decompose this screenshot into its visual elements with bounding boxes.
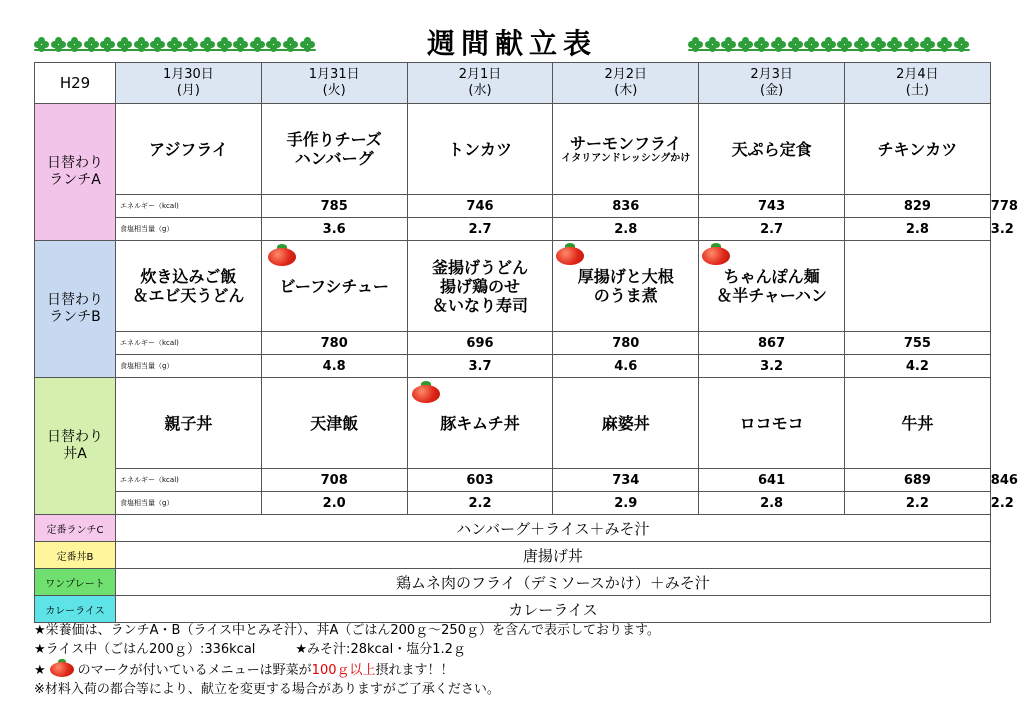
note-miso: ★みそ汁:28kcal・塩分1.2ｇ — [295, 641, 466, 657]
don-a-dish-row — [35, 378, 991, 469]
clover-icon — [821, 37, 836, 52]
day-weekday: (火) — [322, 83, 346, 98]
day-header — [553, 63, 699, 104]
note-line: ★栄養価は、ランチA・B（ライス中とみそ汁）、丼A（ごはん200ｇ～250ｇ）を含んで表示しております。 — [34, 623, 660, 638]
day-weekday: (水) — [468, 83, 492, 98]
salt-label: 食塩相当量（g） — [116, 218, 262, 241]
dish-name: 釜揚げうどん — [431, 257, 528, 277]
fixed-menu-value: カレーライス — [116, 596, 991, 623]
energy-value: 746 — [407, 195, 553, 218]
dish-name: ロコモコ — [739, 413, 804, 433]
dish-cell — [699, 104, 845, 195]
dish-name: ちゃんぽん麺 — [723, 267, 820, 286]
tomato-icon — [556, 243, 584, 265]
energy-label: エネルギー（kcal) — [116, 332, 262, 355]
energy-value: 708 — [261, 469, 407, 492]
page-title: 週間献立表 — [426, 27, 597, 60]
energy-value: 836 — [553, 195, 699, 218]
salt-value: 4.8 — [261, 355, 407, 378]
clover-icon — [771, 37, 786, 52]
dish-cell — [553, 104, 699, 195]
energy-value: 603 — [407, 469, 553, 492]
clover-icon — [300, 37, 315, 52]
dish-name: ハンバーグ — [294, 149, 374, 168]
clover-icon — [51, 37, 66, 52]
fixed-menu-label: 定番丼B — [35, 542, 116, 569]
footnotes — [34, 622, 994, 699]
fixed-menu-value: ハンバーグ＋ライス＋みそ汁 — [116, 515, 991, 542]
energy-value: 785 — [261, 195, 407, 218]
dish-cell — [407, 104, 553, 195]
note-line: ※材料入荷の都合等により、献立を変更する場合がありますがご了承ください。 — [34, 681, 500, 697]
day-weekday: (月) — [176, 83, 200, 98]
menu-table — [34, 62, 1018, 623]
dish-name: 手作りチーズ — [286, 130, 382, 149]
salt-value: 2.2 — [844, 492, 990, 515]
day-weekday: (土) — [905, 83, 929, 98]
day-date: 2月3日 — [750, 67, 793, 82]
clover-border-right — [688, 34, 970, 54]
dish-cell — [261, 241, 407, 332]
title-row — [0, 0, 1024, 62]
dish-cell — [699, 241, 845, 332]
dish-name: 天津飯 — [310, 413, 359, 433]
section-label-don-a — [35, 378, 116, 515]
dish-name: 天ぷら定食 — [731, 139, 812, 159]
clover-icon — [788, 37, 803, 52]
energy-label: エネルギー（kcal) — [116, 469, 262, 492]
note-rice: ★ライス中（ごはん200ｇ）:336kcal — [34, 641, 256, 657]
dish-name: のうま煮 — [593, 286, 658, 305]
salt-label: 食塩相当量（g） — [116, 355, 262, 378]
dish-cell — [116, 378, 262, 469]
energy-value: 743 — [699, 195, 845, 218]
dish-name: 炊き込みご飯 — [140, 267, 237, 286]
clover-icon — [100, 37, 115, 52]
clover-icon — [183, 37, 198, 52]
day-date: 1月30日 — [162, 67, 214, 82]
dish-name: 豚キムチ丼 — [440, 413, 520, 433]
salt-value: 3.2 — [699, 355, 845, 378]
energy-value: 689 — [844, 469, 990, 492]
dish-cell — [844, 378, 990, 469]
section-label-line: ランチA — [49, 172, 101, 188]
note-star: ★ — [34, 663, 46, 678]
energy-value: 755 — [844, 332, 990, 355]
dish-name: 親子丼 — [164, 413, 213, 433]
day-header — [407, 63, 553, 104]
salt-value: 2.8 — [844, 218, 990, 241]
dish-cell — [261, 378, 407, 469]
section-label-lunch-a — [35, 104, 116, 241]
fixed-menu-value: 鶏ムネ肉のフライ（デミソースかけ）＋みそ汁 — [116, 569, 991, 596]
energy-value: 867 — [699, 332, 845, 355]
fixed-menu-label: カレーライス — [35, 596, 116, 623]
day-header — [699, 63, 845, 104]
clover-icon — [67, 37, 82, 52]
clover-icon — [754, 37, 769, 52]
clover-icon — [217, 37, 232, 52]
clover-icon — [688, 37, 703, 52]
dish-cell — [407, 241, 553, 332]
fixed-menu-label: ワンプレート — [35, 569, 116, 596]
section-label-line: 丼A — [63, 446, 87, 462]
dish-cell — [844, 241, 990, 332]
dish-name: チキンカツ — [877, 139, 958, 159]
clover-icon — [738, 37, 753, 52]
dish-name: ＆半チャーハン — [716, 286, 827, 305]
salt-value: 2.8 — [553, 218, 699, 241]
salt-value: 3.6 — [261, 218, 407, 241]
section-label-lunch-b — [35, 241, 116, 378]
dish-name: アジフライ — [148, 139, 228, 159]
lunch-b-energy-row — [35, 332, 991, 355]
clover-icon — [705, 37, 720, 52]
dish-name: ＆エビ天うどん — [132, 286, 245, 305]
salt-value: 2.8 — [699, 492, 845, 515]
dish-name: ビーフシチュー — [279, 276, 389, 296]
lunch-a-dish-row — [35, 104, 991, 195]
dish-cell — [116, 241, 262, 332]
note-line — [34, 659, 994, 681]
section-label-line: ランチB — [49, 309, 101, 325]
dish-name: ＆いなり寿司 — [431, 295, 528, 315]
fixed-menu-label: 定番ランチC — [35, 515, 116, 542]
dish-cell — [844, 104, 990, 195]
dish-cell — [553, 241, 699, 332]
energy-value: 641 — [699, 469, 845, 492]
salt-value: 4.2 — [844, 355, 990, 378]
day-date: 2月1日 — [458, 67, 502, 82]
section-label-line: 日替わり — [47, 155, 103, 171]
day-header — [116, 63, 262, 104]
clover-icon — [887, 37, 902, 52]
clover-icon — [150, 37, 165, 52]
lunch-b-dish-row — [35, 241, 991, 332]
salt-value: 2.2 — [407, 492, 553, 515]
salt-value: 2.7 — [699, 218, 845, 241]
dish-subtitle: イタリアンドレッシングかけ — [561, 152, 691, 164]
clover-icon — [804, 37, 819, 52]
lunch-a-salt-row: 食塩相当量（g） 3.6 2.7 2.8 2.7 2.8 3.2 — [35, 218, 991, 241]
note-line — [34, 641, 994, 660]
dish-name: 牛丼 — [901, 413, 934, 433]
section-label-line: 日替わり — [47, 292, 103, 308]
note-highlight: 100ｇ以上 — [311, 663, 376, 678]
clover-icon — [283, 37, 298, 52]
day-header — [261, 63, 407, 104]
clover-icon — [117, 37, 132, 52]
don-a-salt-row: 食塩相当量（g） 2.0 2.2 2.9 2.8 2.2 2.2 — [35, 492, 991, 515]
clover-icon — [854, 37, 869, 52]
energy-value: 780 — [261, 332, 407, 355]
clover-icon — [904, 37, 919, 52]
energy-value: 734 — [553, 469, 699, 492]
energy-value: 829 — [844, 195, 990, 218]
tomato-icon — [412, 381, 440, 403]
header-row — [35, 63, 991, 104]
tomato-icon — [702, 243, 730, 265]
clover-icon — [871, 37, 886, 52]
clover-border-left — [34, 34, 316, 54]
day-date: 2月2日 — [604, 67, 648, 82]
fixed-menu-row — [35, 542, 991, 569]
clover-icon — [920, 37, 935, 52]
tomato-icon — [50, 659, 74, 677]
section-label-line: 日替わり — [47, 429, 103, 445]
clover-icon — [954, 37, 969, 52]
don-a-energy-row: エネルギー（kcal) 708 603 734 641 689 846 — [35, 469, 991, 492]
clover-icon — [250, 37, 265, 52]
salt-label: 食塩相当量（g） — [116, 492, 262, 515]
dish-cell — [116, 104, 262, 195]
salt-value: 2.7 — [407, 218, 553, 241]
dish-cell — [553, 378, 699, 469]
day-date: 1月31日 — [308, 67, 360, 82]
salt-value: 4.6 — [553, 355, 699, 378]
clover-icon — [200, 37, 215, 52]
dish-cell — [261, 104, 407, 195]
year-label: H29 — [35, 63, 116, 104]
day-weekday: (木) — [614, 83, 638, 98]
dish-name: サーモンフライ — [570, 133, 682, 153]
dish-name: 麻婆丼 — [601, 413, 650, 433]
clover-icon — [937, 37, 952, 52]
energy-value: 780 — [553, 332, 699, 355]
dish-cell — [699, 378, 845, 469]
clover-icon — [266, 37, 281, 52]
note-text: 摂れます！！ — [375, 663, 454, 678]
dish-name: トンカツ — [447, 139, 512, 159]
energy-value: 696 — [407, 332, 553, 355]
energy-label: エネルギー（kcal) — [116, 195, 262, 218]
note-text: のマークが付いているメニューは野菜が — [77, 663, 312, 678]
salt-value: 2.9 — [553, 492, 699, 515]
clover-icon — [721, 37, 736, 52]
day-header — [844, 63, 990, 104]
dish-name: 揚げ鶏のせ — [439, 276, 520, 296]
clover-icon — [167, 37, 182, 52]
dish-cell — [407, 378, 553, 469]
day-weekday: (金) — [760, 83, 784, 98]
lunch-a-energy-row: エネルギー（kcal) 785 746 836 743 829 778 — [35, 195, 991, 218]
dish-name: 厚揚げと大根 — [577, 267, 674, 286]
fixed-menu-row — [35, 596, 991, 623]
day-date: 2月4日 — [896, 67, 939, 82]
clover-icon — [233, 37, 248, 52]
salt-value: 2.0 — [261, 492, 407, 515]
clover-icon — [84, 37, 99, 52]
fixed-menu-row — [35, 569, 991, 596]
clover-icon — [837, 37, 852, 52]
fixed-menu-row — [35, 515, 991, 542]
clover-icon — [34, 37, 49, 52]
salt-value: 3.7 — [407, 355, 553, 378]
lunch-b-salt-row — [35, 355, 991, 378]
clover-icon — [134, 37, 149, 52]
tomato-icon — [268, 244, 296, 266]
fixed-menu-value: 唐揚げ丼 — [116, 542, 991, 569]
